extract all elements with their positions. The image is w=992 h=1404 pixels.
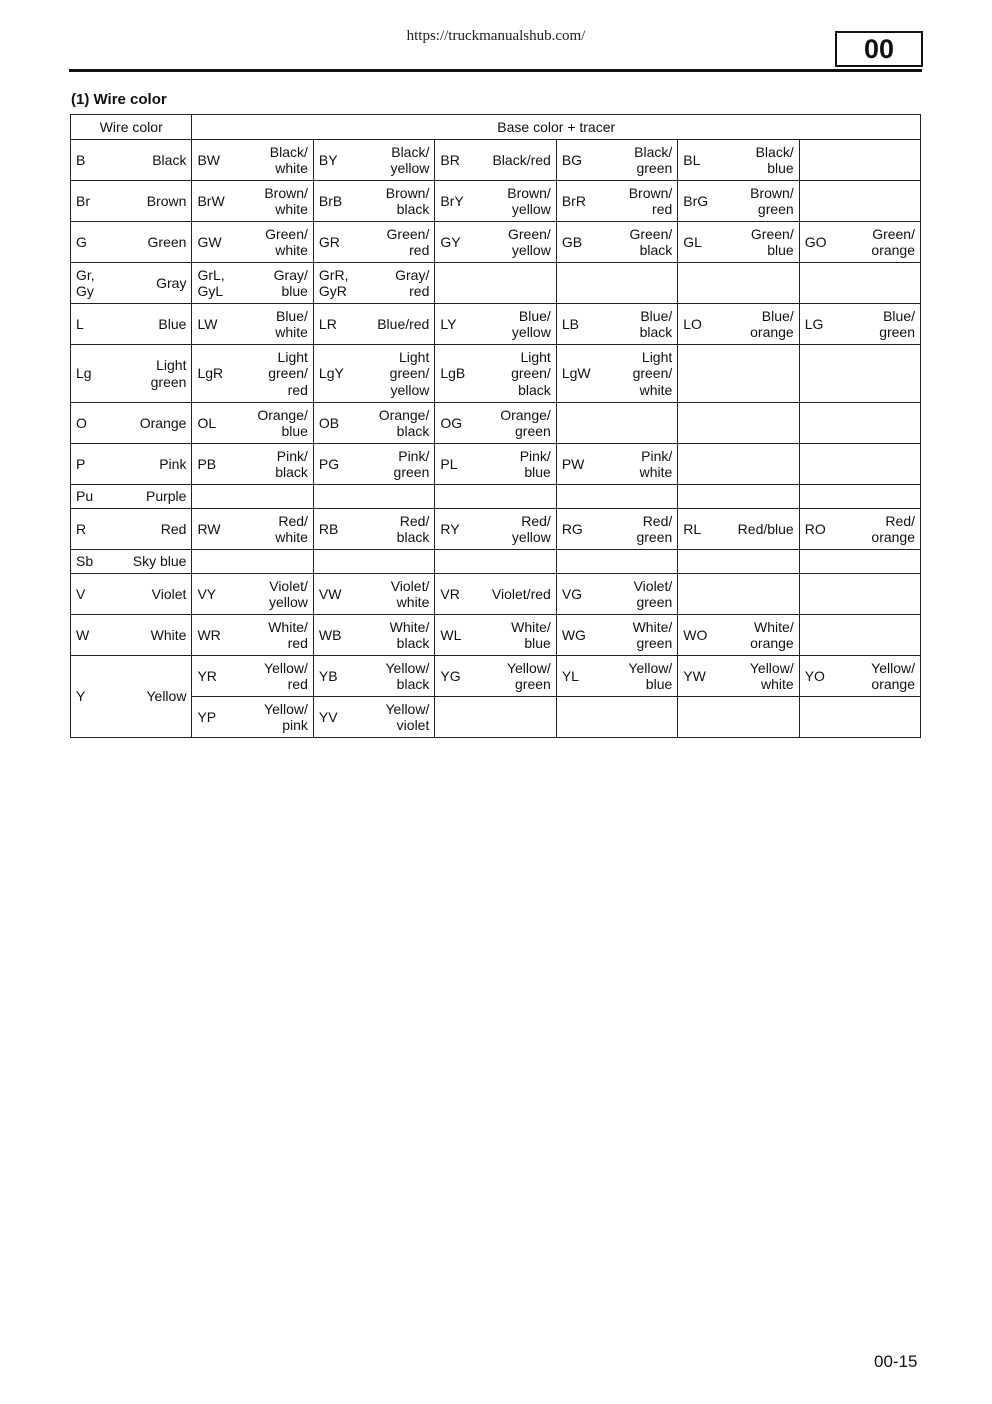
wire-color-name: Brown/ red	[628, 184, 673, 217]
wire-code: YL	[561, 667, 579, 684]
wire-code: GrR, GyR	[318, 266, 349, 299]
tracer-color-cell	[556, 574, 677, 615]
wire-code: LgB	[440, 365, 466, 382]
wire-color-table	[70, 114, 921, 738]
tracer-color-cell	[313, 444, 434, 485]
wire-color-name: Pink/ white	[639, 447, 673, 480]
wire-color-name: Brown	[146, 192, 187, 209]
tracer-color-cell	[192, 697, 313, 738]
wire-code: BrY	[440, 192, 464, 209]
tracer-color-cell	[799, 574, 920, 615]
tracer-color-cell	[799, 263, 920, 304]
wire-code: Lg	[76, 365, 92, 382]
wire-code: VW	[318, 585, 342, 602]
wire-color-name: Green/ blue	[750, 225, 794, 258]
wire-code: PG	[318, 455, 340, 472]
tracer-color-cell	[799, 181, 920, 222]
tracer-color-cell	[313, 697, 434, 738]
wire-color-name: Pink/ black	[275, 447, 308, 480]
wire-color-name: Violet/red	[491, 585, 551, 602]
tracer-color-cell	[192, 304, 313, 345]
wire-color-name: Green/ black	[629, 225, 673, 258]
wire-color-name: Light green/ white	[632, 348, 673, 398]
wire-color-name: Pink	[159, 455, 187, 472]
tracer-color-cell	[435, 656, 556, 697]
wire-code: O	[76, 414, 87, 431]
header-base-color-tracer: Base color + tracer	[192, 115, 921, 140]
wire-color-name: White/ blue	[511, 618, 551, 651]
wire-code: GB	[561, 233, 583, 250]
tracer-color-cell	[192, 222, 313, 263]
tracer-color-cell	[556, 697, 677, 738]
wire-color-name: Red/ white	[275, 512, 308, 545]
tracer-color-cell	[313, 656, 434, 697]
wire-code: PB	[197, 455, 217, 472]
wire-color-name: Yellow/ blue	[628, 659, 673, 692]
wire-color-name: Red/ green	[636, 512, 673, 545]
wire-color-name: Light green/ black	[511, 348, 551, 398]
wire-code: GR	[318, 233, 340, 250]
tracer-color-cell	[556, 222, 677, 263]
wire-color-name: Yellow/ violet	[385, 700, 430, 733]
wire-code: WO	[683, 626, 708, 643]
section-number-box: 00	[835, 31, 923, 67]
table-row	[71, 697, 921, 738]
wire-color-name: Red	[160, 520, 187, 537]
wire-code: YG	[440, 667, 461, 684]
wire-color-name: Black	[152, 151, 187, 168]
tracer-color-cell	[799, 550, 920, 574]
wire-color-name: Green/ yellow	[508, 225, 551, 258]
tracer-color-cell	[313, 304, 434, 345]
base-color-cell	[71, 574, 192, 615]
wire-color-name: Black/ yellow	[390, 143, 430, 176]
table-row	[71, 574, 921, 615]
wire-color-name: Violet	[151, 585, 187, 602]
wire-color-name: Orange/ black	[378, 406, 430, 439]
table-row	[71, 403, 921, 444]
wire-color-name: Violet/ yellow	[269, 577, 308, 610]
wire-color-name: Brown/ green	[750, 184, 794, 217]
tracer-color-cell	[313, 140, 434, 181]
wire-color-name: Black/ blue	[755, 143, 794, 176]
tracer-color-cell	[678, 181, 799, 222]
tracer-color-cell	[678, 222, 799, 263]
tracer-color-cell	[799, 304, 920, 345]
base-color-cell	[71, 550, 192, 574]
tracer-color-cell	[678, 697, 799, 738]
tracer-color-cell	[192, 485, 313, 509]
wire-color-name: Yellow/ orange	[871, 659, 915, 692]
tracer-color-cell	[799, 403, 920, 444]
table-row	[71, 444, 921, 485]
tracer-color-cell	[556, 140, 677, 181]
wire-color-name: Black/red	[492, 151, 551, 168]
wire-color-name: Blue/ green	[879, 307, 915, 340]
base-color-cell	[71, 509, 192, 550]
wire-color-name: White/ green	[632, 618, 673, 651]
tracer-color-cell	[678, 485, 799, 509]
wire-color-name: Gray/ red	[395, 266, 430, 299]
table-row	[71, 485, 921, 509]
wire-code: GY	[440, 233, 461, 250]
tracer-color-cell	[192, 181, 313, 222]
tracer-color-cell	[435, 509, 556, 550]
wire-code: YW	[683, 667, 706, 684]
wire-code: LgW	[561, 365, 591, 382]
tracer-color-cell	[556, 615, 677, 656]
table-header-row	[71, 115, 921, 140]
wire-code: RY	[440, 520, 460, 537]
wire-color-name: Green/ red	[386, 225, 430, 258]
wire-color-name: Green/ orange	[871, 225, 915, 258]
tracer-color-cell	[799, 140, 920, 181]
wire-color-name: Gray/ blue	[273, 266, 308, 299]
wire-code: WB	[318, 626, 342, 643]
wire-color-name: Orange/ green	[500, 406, 551, 439]
wire-color-name: Violet/ green	[633, 577, 673, 610]
wire-color-name: Red/ orange	[871, 512, 915, 545]
wire-code: PL	[440, 455, 458, 472]
header-rule	[69, 69, 922, 72]
wire-code: RL	[683, 520, 702, 537]
wire-color-name: Orange/ blue	[257, 406, 308, 439]
tracer-color-cell	[678, 263, 799, 304]
wire-code: VY	[197, 585, 217, 602]
header-wire-color: Wire color	[71, 115, 192, 140]
tracer-color-cell	[435, 181, 556, 222]
tracer-color-cell	[313, 263, 434, 304]
wire-color-name: White/ black	[389, 618, 430, 651]
tracer-color-cell	[556, 403, 677, 444]
tracer-color-cell	[192, 345, 313, 403]
tracer-color-cell	[313, 485, 434, 509]
tracer-color-cell	[435, 574, 556, 615]
table-row	[71, 345, 921, 403]
tracer-color-cell	[678, 509, 799, 550]
wire-color-name: Brown/ white	[264, 184, 308, 217]
wire-color-name: Green/ white	[265, 225, 308, 258]
wire-code: WL	[440, 626, 462, 643]
wire-color-name: Green	[147, 233, 187, 250]
base-color-cell	[71, 304, 192, 345]
wire-code: V	[76, 585, 86, 602]
wire-code: GW	[197, 233, 222, 250]
tracer-color-cell	[313, 345, 434, 403]
table-row	[71, 615, 921, 656]
wire-code: BG	[561, 151, 583, 168]
wire-code: LgR	[197, 365, 224, 382]
wire-color-name: Black/ green	[634, 143, 673, 176]
wire-code: YV	[318, 708, 338, 725]
wire-color-name: Brown/ black	[385, 184, 430, 217]
tracer-color-cell	[678, 140, 799, 181]
wire-code: WG	[561, 626, 586, 643]
table-row	[71, 656, 921, 697]
table-row	[71, 550, 921, 574]
tracer-color-cell	[678, 403, 799, 444]
wire-code: OB	[318, 414, 340, 431]
tracer-color-cell	[313, 615, 434, 656]
wire-code: LR	[318, 315, 337, 332]
tracer-color-cell	[678, 345, 799, 403]
tracer-color-cell	[435, 615, 556, 656]
wire-code: RG	[561, 520, 583, 537]
base-color-cell	[71, 444, 192, 485]
page-number: 00-15	[874, 1352, 918, 1371]
wire-code: LgY	[318, 365, 344, 382]
tracer-color-cell	[678, 550, 799, 574]
tracer-color-cell	[435, 345, 556, 403]
tracer-color-cell	[192, 656, 313, 697]
wire-color-name: Purple	[145, 488, 187, 505]
wire-color-name: Red/blue	[737, 520, 794, 537]
wire-color-name: Yellow/ green	[506, 659, 551, 692]
wire-code: VR	[440, 585, 460, 602]
wire-code: BrW	[197, 192, 225, 209]
wire-code: LO	[683, 315, 702, 332]
base-color-cell	[71, 222, 192, 263]
table-row	[71, 222, 921, 263]
tracer-color-cell	[678, 656, 799, 697]
tracer-color-cell	[192, 550, 313, 574]
wire-code: Gr, Gy	[76, 266, 95, 299]
wire-color-name: White	[150, 626, 187, 643]
wire-color-name: Yellow/ red	[264, 659, 308, 692]
wire-code: P	[76, 455, 86, 472]
table-row	[71, 140, 921, 181]
tracer-color-cell	[556, 509, 677, 550]
wire-color-name: Blue/ white	[275, 307, 308, 340]
wire-code: RO	[804, 520, 826, 537]
wire-color-name: Yellow/ pink	[264, 700, 308, 733]
wire-code: G	[76, 233, 87, 250]
wire-color-name: Red/ yellow	[511, 512, 551, 545]
tracer-color-cell	[192, 615, 313, 656]
wire-color-name: Pink/ blue	[519, 447, 551, 480]
tracer-color-cell	[556, 444, 677, 485]
wire-code: VG	[561, 585, 583, 602]
wire-color-name: Yellow/ black	[385, 659, 430, 692]
tracer-color-cell	[435, 550, 556, 574]
tracer-color-cell	[435, 403, 556, 444]
wire-color-name: Orange	[139, 414, 187, 431]
wire-code: BrG	[683, 192, 709, 209]
tracer-color-cell	[313, 509, 434, 550]
tracer-color-cell	[556, 485, 677, 509]
base-color-cell	[71, 485, 192, 509]
tracer-color-cell	[435, 304, 556, 345]
wire-color-name: Light green	[150, 357, 187, 390]
wire-code: BR	[440, 151, 460, 168]
tracer-color-cell	[556, 656, 677, 697]
tracer-color-cell	[192, 403, 313, 444]
wire-color-name: Blue	[158, 315, 187, 332]
tracer-color-cell	[799, 509, 920, 550]
tracer-color-cell	[192, 574, 313, 615]
tracer-color-cell	[799, 697, 920, 738]
wire-color-name: Light green/ red	[268, 348, 308, 398]
tracer-color-cell	[435, 263, 556, 304]
wire-code: BL	[683, 151, 701, 168]
wire-code: PW	[561, 455, 585, 472]
tracer-color-cell	[799, 485, 920, 509]
wire-color-name: Brown/ yellow	[507, 184, 551, 217]
wire-color-name: Blue/ black	[639, 307, 673, 340]
tracer-color-cell	[192, 140, 313, 181]
wire-color-name: Gray	[156, 274, 187, 291]
wire-color-name: Black/ white	[269, 143, 308, 176]
wire-code: YP	[197, 708, 217, 725]
tracer-color-cell	[435, 444, 556, 485]
wire-code: LW	[197, 315, 218, 332]
wire-code: R	[76, 520, 87, 537]
tracer-color-cell	[799, 222, 920, 263]
wire-code: LB	[561, 315, 579, 332]
wire-code: GrL, GyL	[197, 266, 225, 299]
tracer-color-cell	[678, 574, 799, 615]
base-color-cell	[71, 345, 192, 403]
tracer-color-cell	[556, 263, 677, 304]
tracer-color-cell	[556, 181, 677, 222]
wire-code: RW	[197, 520, 221, 537]
wire-code: Sb	[76, 553, 94, 570]
base-color-cell	[71, 140, 192, 181]
wire-code: W	[76, 626, 90, 643]
wire-color-name: White/ orange	[750, 618, 794, 651]
base-color-cell	[71, 403, 192, 444]
wire-code: OL	[197, 414, 217, 431]
wire-code: Y	[76, 688, 86, 705]
wire-code: BrB	[318, 192, 343, 209]
wire-color-name: Blue/ orange	[750, 307, 794, 340]
table-row	[71, 509, 921, 550]
wire-code: BY	[318, 151, 338, 168]
wire-code: OG	[440, 414, 463, 431]
tracer-color-cell	[435, 140, 556, 181]
wire-code: GO	[804, 233, 827, 250]
tracer-color-cell	[435, 222, 556, 263]
wire-code: RB	[318, 520, 339, 537]
wire-code: BW	[197, 151, 221, 168]
tracer-color-cell	[192, 263, 313, 304]
tracer-color-cell	[678, 444, 799, 485]
tracer-color-cell	[313, 550, 434, 574]
wire-code: GL	[683, 233, 702, 250]
wire-color-name: Blue/ yellow	[511, 307, 551, 340]
base-color-cell	[71, 615, 192, 656]
tracer-color-cell	[192, 509, 313, 550]
base-color-cell	[71, 656, 192, 738]
tracer-color-cell	[678, 615, 799, 656]
wire-color-name: White/ red	[268, 618, 308, 651]
wire-color-name: Pink/ green	[393, 447, 430, 480]
tracer-color-cell	[192, 444, 313, 485]
section-heading: (1) Wire color	[71, 91, 167, 108]
tracer-color-cell	[556, 345, 677, 403]
tracer-color-cell	[313, 222, 434, 263]
tracer-color-cell	[556, 304, 677, 345]
tracer-color-cell	[435, 697, 556, 738]
wire-color-name: Yellow/ white	[749, 659, 794, 692]
tracer-color-cell	[799, 444, 920, 485]
wire-color-name: Red/ black	[396, 512, 430, 545]
table-row	[71, 304, 921, 345]
wire-code: Pu	[76, 488, 94, 505]
wire-code: L	[76, 315, 84, 332]
wire-code: YO	[804, 667, 825, 684]
tracer-color-cell	[313, 574, 434, 615]
source-url: https://truckmanualshub.com/	[406, 28, 586, 44]
base-color-cell	[71, 181, 192, 222]
wire-color-name: Violet/ white	[390, 577, 430, 610]
tracer-color-cell	[799, 615, 920, 656]
wire-color-name: Blue/red	[377, 315, 430, 332]
tracer-color-cell	[678, 304, 799, 345]
wire-color-name: Yellow	[146, 688, 187, 705]
tracer-color-cell	[313, 403, 434, 444]
wire-code: WR	[197, 626, 221, 643]
wire-code: LG	[804, 315, 824, 332]
tracer-color-cell	[799, 656, 920, 697]
wire-code: BrR	[561, 192, 586, 209]
wire-code: B	[76, 151, 86, 168]
tracer-color-cell	[435, 485, 556, 509]
wire-code: LY	[440, 315, 457, 332]
tracer-color-cell	[556, 550, 677, 574]
tracer-color-cell	[313, 181, 434, 222]
wire-color-name: Sky blue	[132, 553, 187, 570]
table-row	[71, 181, 921, 222]
base-color-cell	[71, 263, 192, 304]
wire-code: Br	[76, 192, 90, 209]
wire-code: YB	[318, 667, 338, 684]
wire-code: YR	[197, 667, 217, 684]
tracer-color-cell	[799, 345, 920, 403]
table-row	[71, 263, 921, 304]
wire-color-name: Light green/ yellow	[389, 348, 430, 398]
